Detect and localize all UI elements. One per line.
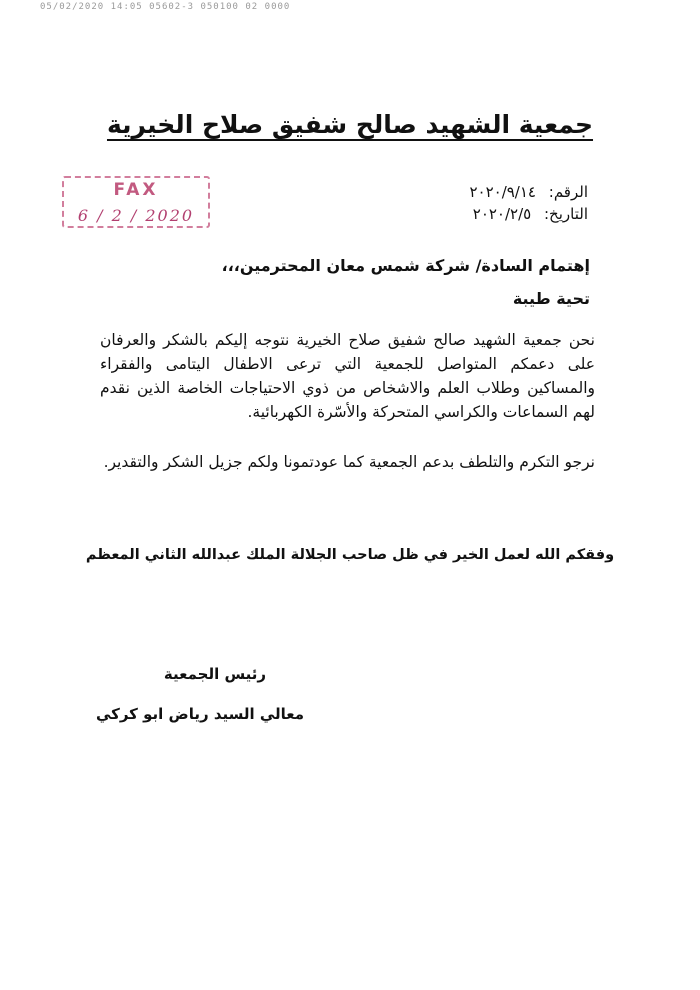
reference-number-value: ٢٠٢٠/٩/١٤ bbox=[469, 183, 536, 201]
signer-title: رئيس الجمعية bbox=[163, 665, 267, 683]
reference-date bbox=[473, 205, 588, 223]
body-paragraph-1: نحن جمعية الشهيد صالح شفيق صلاح الخيرية نتوجه إليكم بالشكر والعرفان على دعمكم المتواصل للجمعية التي ترعى الاطفال اليتامى والفقراء والمساكين وطلاب العلم والاشخاص من ذوي الاحتياجات الخاصة الذين نقدم لهم السماعات والكراسي المتحركة والأسّرة الكهربائية. bbox=[100, 331, 595, 421]
organization-title-text: جمعية الشهيد صالح شفيق صلاح الخيرية bbox=[106, 110, 594, 139]
addressee-line: إهتمام السادة/ شركة شمس معان المحترمين،،، bbox=[221, 256, 590, 275]
reference-date-label: التاريخ: bbox=[544, 205, 588, 223]
body-paragraph-2: نرجو التكرم والتلطف بدعم الجمعية كما عودتمونا ولكم جزيل الشكر والتقدير. bbox=[103, 453, 595, 471]
fax-stamp-date: 6 / 2 / 2020 bbox=[77, 206, 195, 225]
closing-blessing: وفقكم الله لعمل الخير في ظل صاحب الجلالة الملك عبدالله الثاني المعظم bbox=[85, 547, 615, 563]
fax-received-stamp bbox=[62, 176, 210, 228]
signer-name: معالي السيد رياض ابو كركي bbox=[95, 705, 305, 723]
reference-number-label: الرقم: bbox=[548, 183, 588, 201]
organization-title bbox=[0, 110, 700, 139]
fax-transmission-header: 05/02/2020 14:05 05602-3 050100 02 0000 bbox=[40, 2, 291, 12]
reference-date-value: ٢٠٢٠/٢/٥ bbox=[472, 205, 532, 223]
greeting-line: تحية طيبة bbox=[512, 289, 590, 308]
reference-number bbox=[469, 183, 588, 201]
fax-stamp-label: FAX bbox=[113, 180, 159, 200]
